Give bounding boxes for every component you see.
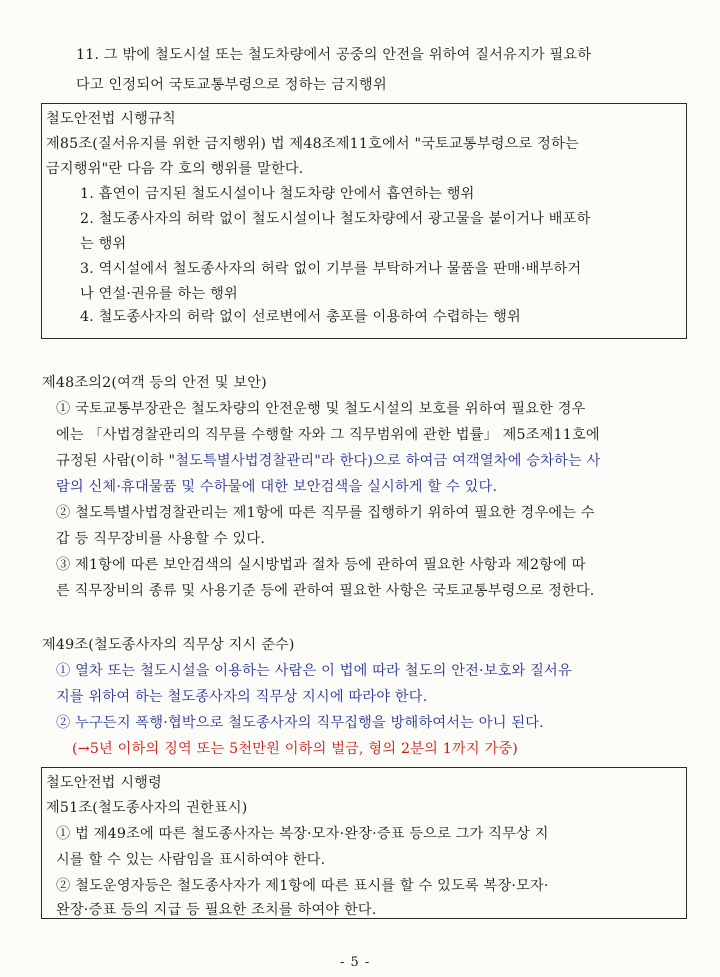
art48-2-p3a: ③ 제1항에 따른 보안검색의 실시방법과 절차 등에 관하여 필요한 사항과 제2항에 따 <box>56 557 586 573</box>
art48-2-p1d: 람의 신체·휴대물품 및 수하물에 대한 보안검색을 실시하게 할 수 있다. <box>56 479 498 495</box>
art85-item-4: 4. 철도종사자의 허락 없이 선로변에서 총포를 이용하여 수렵하는 행위 <box>80 309 521 325</box>
page-number: - 5 - <box>340 955 371 970</box>
box1-heading: 철도안전법 시행규칙 <box>46 111 176 127</box>
art49-penalty: (→5년 이하의 징역 또는 5천만원 이하의 벌금, 형의 2분의 1까지 가중) <box>72 741 518 757</box>
box2-heading: 철도안전법 시행령 <box>46 775 162 791</box>
art48-2-p2a: ② 철도특별사법경찰관리는 제1항에 따른 직무를 집행하기 위하여 필요한 경우에는 수 <box>56 505 595 521</box>
art85-line-2: 금지행위"란 다음 각 호의 행위를 말한다. <box>46 161 304 177</box>
art85-item-3a: 3. 역시설에서 철도종사자의 허락 없이 기부를 부탁하거나 물품을 판매·배부하거 <box>80 261 582 277</box>
art48-2-p1b: 에는 「사법경찰관리의 직무를 수행할 자와 그 직무범위에 관한 법률」 제5조제11호에 <box>56 427 600 443</box>
item-11-line-1: 11. 그 밖에 철도시설 또는 철도차량에서 공중의 안전을 위하여 질서유지가 필요하 <box>76 47 592 63</box>
art49-p1b: 지를 위하여 하는 철도종사자의 직무상 지시에 따라야 한다. <box>56 689 428 705</box>
art49-p2: ② 누구든지 폭행·협박으로 철도종사자의 직무집행을 방해하여서는 아니 된다. <box>56 715 544 731</box>
art85-item-3b: 나 연설·권유를 하는 행위 <box>80 286 238 302</box>
art48-2-p3b: 른 직무장비의 종류 및 사용기준 등에 관하여 필요한 사항은 국토교통부령으로 정한다. <box>56 583 595 599</box>
art48-2-p2b: 갑 등 직무장비를 사용할 수 있다. <box>56 531 266 547</box>
art49-p1a: ① 열차 또는 철도시설을 이용하는 사람은 이 법에 따라 철도의 안전·보호와 질서유 <box>56 663 572 679</box>
art48-2-p1c <box>56 450 601 470</box>
art48-2-title: 제48조의2(여객 등의 안전 및 보안) <box>42 375 267 391</box>
art51-p1a: ① 법 제49조에 따른 철도종사자는 복장·모자·완장·증표 등으로 그가 직무상 지 <box>56 826 549 842</box>
art85-item-2a: 2. 철도종사자의 허락 없이 철도시설이나 철도차량에서 광고물을 붙이거나 배포하 <box>80 211 591 227</box>
item-11-line-2: 다고 인정되어 국토교통부령으로 정하는 금지행위 <box>76 77 387 93</box>
art51-p2b: 완장·증표 등의 지급 등 필요한 조치를 하여야 한다. <box>56 902 377 918</box>
art85-line-1: 제85조(질서유지를 위한 금지행위) 법 제48조제11호에서 "국토교통부령으로 정하는 <box>46 136 579 152</box>
art48-2-p1a: ① 국토교통부장관은 철도차량의 안전운행 및 철도시설의 보호를 위하여 필요한 경우 <box>56 401 586 417</box>
art48-2-p1c-black: 규정된 사람(이하 " <box>56 453 176 469</box>
art48-2-p1c-blue: 철도특별사법경찰관리"라 한다)으로 하여금 여객열차에 승차하는 사 <box>175 453 601 469</box>
art51-title: 제51조(철도종사자의 권한표시) <box>46 800 248 816</box>
art49-title: 제49조(철도종사자의 직무상 지시 준수) <box>42 637 295 653</box>
art51-p1b: 시를 할 수 있는 사람임을 표시하여야 한다. <box>56 852 326 868</box>
art85-item-2b: 는 행위 <box>80 236 127 252</box>
art51-p2a: ② 철도운영자등은 철도종사자가 제1항에 따른 표시를 할 수 있도록 복장·모자· <box>56 878 549 894</box>
art85-item-1: 1. 흡연이 금지된 철도시설이나 철도차량 안에서 흡연하는 행위 <box>80 186 475 202</box>
